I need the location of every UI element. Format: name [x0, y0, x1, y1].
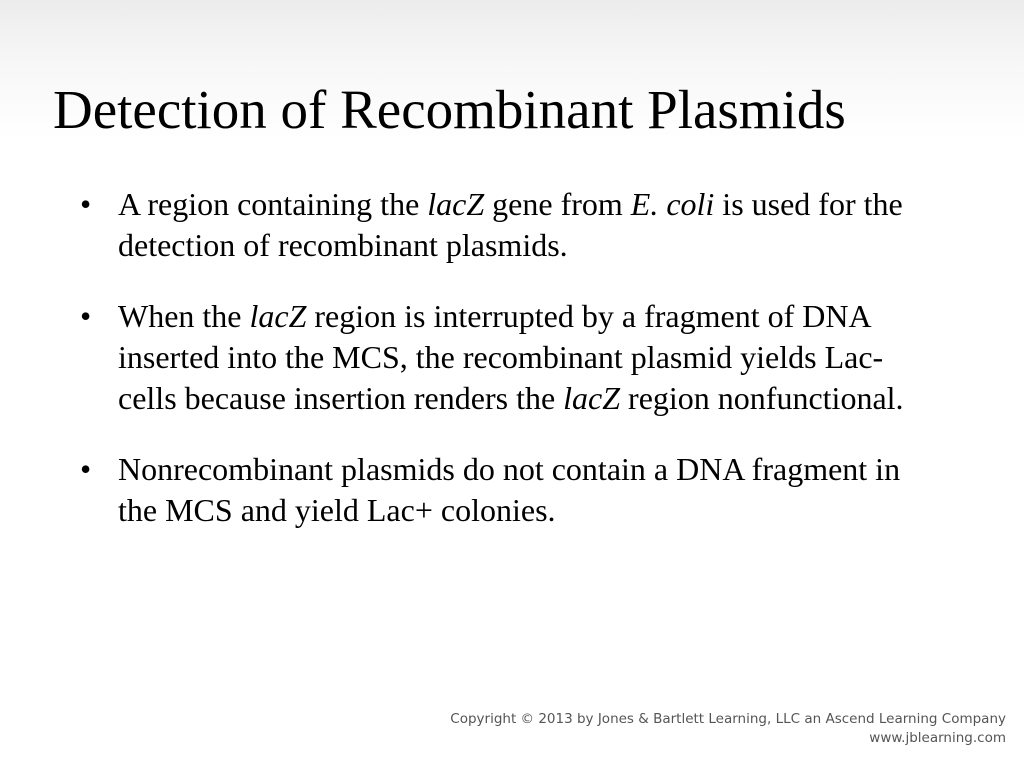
text-run: A region containing the — [118, 186, 428, 222]
bullet-icon: • — [80, 186, 92, 222]
copyright-footer — [450, 710, 1006, 748]
text-run: region is interrupted by a fragment of DNA inserted into the MCS, the recombinant plasmid yields Lac-cells because insertion renders the — [118, 298, 884, 416]
bullet-text — [118, 451, 900, 528]
text-run: gene from — [484, 186, 631, 222]
text-run-italic: lacZ — [249, 298, 307, 334]
bullet-text — [118, 186, 903, 263]
bullet-item — [80, 296, 940, 419]
bullet-item — [80, 449, 940, 531]
copyright-notice: Copyright © 2013 by Jones & Bartlett Learning, LLC an Ascend Learning Company — [450, 711, 1006, 727]
text-run: region nonfunctional. — [620, 380, 904, 416]
text-run-italic: lacZ — [427, 186, 485, 222]
text-run: Nonrecombinant plasmids do not contain a DNA fragment in the MCS and yield Lac+ colonies. — [118, 451, 901, 528]
bullet-icon: • — [80, 451, 92, 487]
publisher-website: www.jblearning.com — [869, 730, 1006, 746]
text-run: When the — [118, 298, 250, 334]
text-run-italic: lacZ — [563, 380, 621, 416]
bullet-text — [118, 298, 904, 416]
slide-title: Detection of Recombinant Plasmids — [53, 79, 846, 140]
bullet-list — [80, 184, 940, 561]
bullet-icon: • — [80, 298, 92, 334]
bullet-item — [80, 184, 940, 266]
text-run: is used for the detection of recombinant plasmids. — [118, 186, 903, 263]
text-run-italic: E. coli — [630, 186, 715, 222]
